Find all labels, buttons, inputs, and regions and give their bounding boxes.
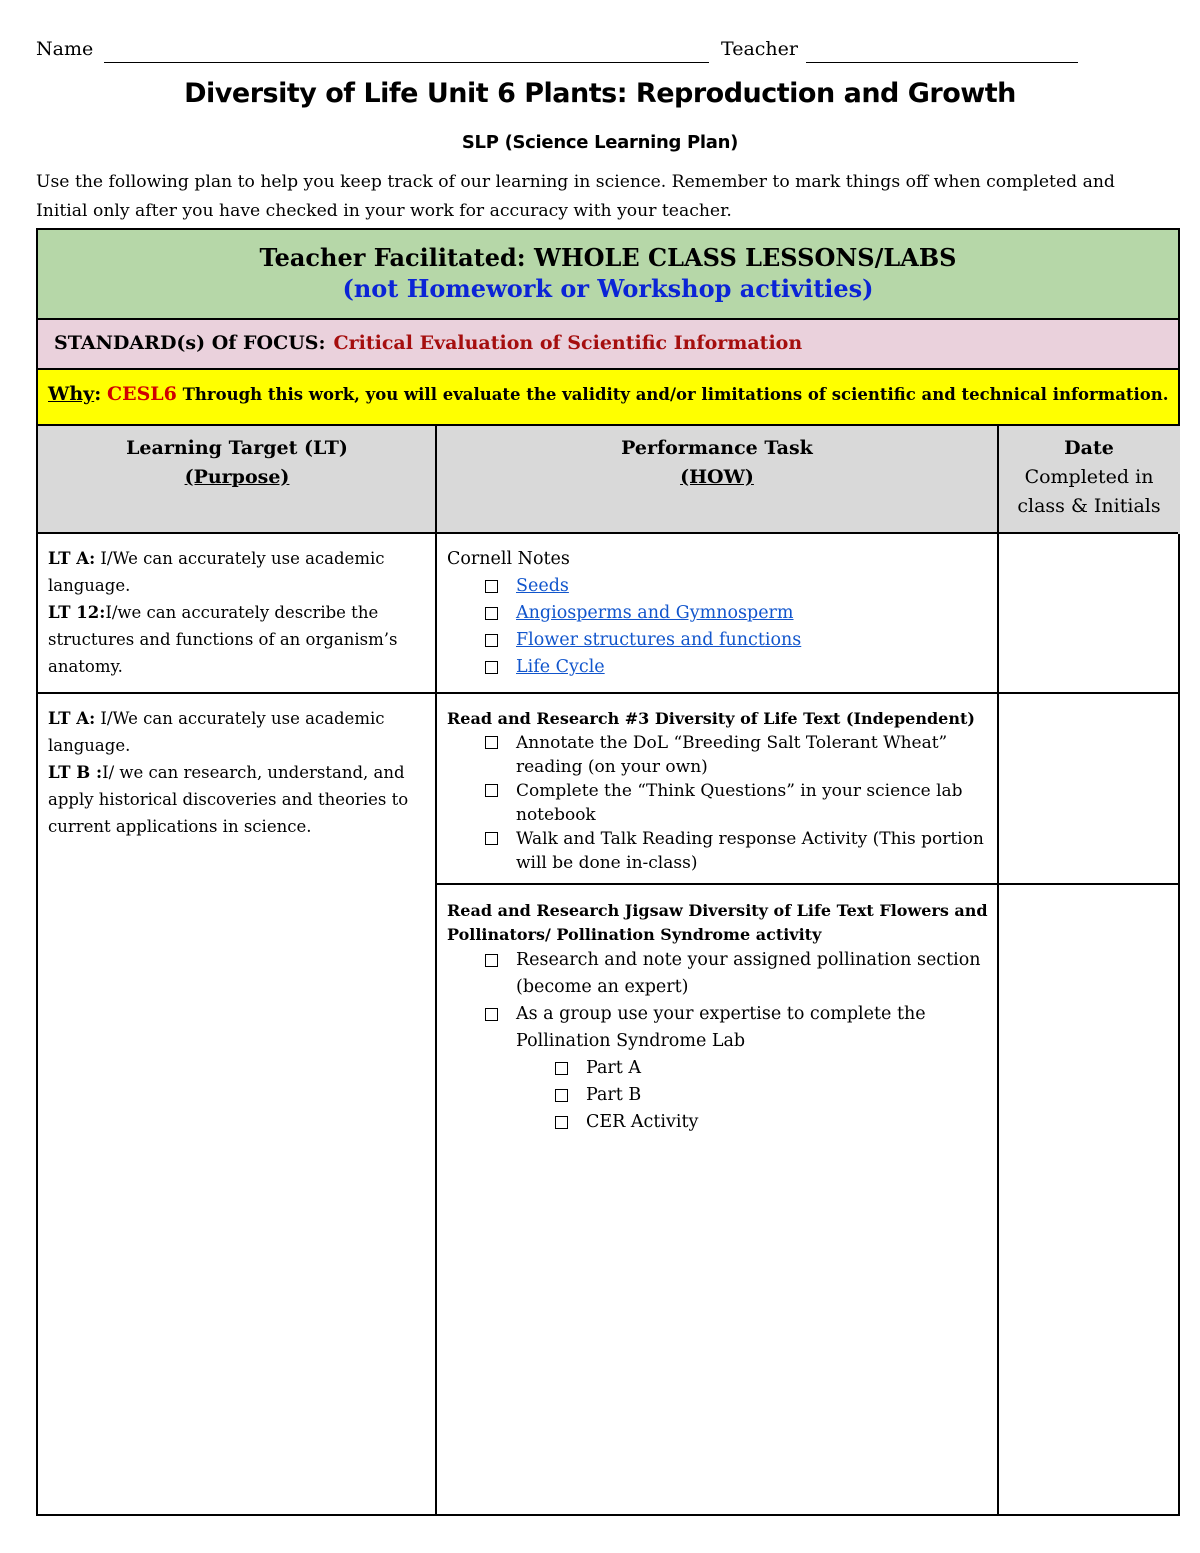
date-header-l3: class & Initials (1017, 495, 1161, 517)
banner-line2: (not Homework or Workshop activities) (342, 274, 874, 303)
standard-label: STANDARD(s) Of FOCUS: (54, 332, 326, 354)
list-item (485, 600, 989, 627)
banner-line1: Teacher Facilitated: WHOLE CLASS LESSONS/LABS (259, 243, 957, 272)
row1-lt2-text: I/we can accurately describe the structures and functions of an organism’s anatomy. (48, 603, 398, 676)
name-teacher-line (36, 38, 1081, 66)
date-header-l1: Date (1064, 437, 1114, 459)
date-header-l2: Completed in (1024, 466, 1154, 488)
task-item-text: Walk and Talk Reading response Activity (This portion will be done in-class) (516, 829, 984, 873)
checkbox[interactable] (555, 1089, 568, 1102)
checkbox[interactable] (485, 1008, 498, 1021)
checkbox[interactable] (485, 580, 498, 593)
page-subtitle: SLP (Science Learning Plan) (461, 132, 739, 153)
life-cycle-link[interactable]: Life Cycle (516, 657, 605, 677)
teacher-label: Teacher (721, 38, 798, 60)
why-row (38, 370, 1178, 426)
row2-task-jigsaw (437, 885, 997, 1136)
name-blank[interactable] (104, 62, 709, 63)
list-item (485, 627, 989, 654)
row1-lt2-label: LT 12: (48, 603, 106, 622)
task-item-text: Complete the “Think Questions” in your science lab notebook (516, 781, 963, 825)
header-learning-target (38, 426, 436, 534)
header-date (998, 426, 1180, 534)
row2-date-cell[interactable] (999, 694, 1180, 883)
row2-task2-heading: Read and Research Jigsaw Diversity of Life Text Flowers and Pollinators/ Pollination Syndrome activity (447, 901, 988, 944)
angiosperms-link[interactable]: Angiosperms and Gymnosperm (516, 603, 794, 623)
name-label: Name (36, 38, 94, 60)
task-subitem-text: CER Activity (586, 1112, 699, 1132)
list-item (555, 1082, 989, 1109)
row2-task1-heading: Read and Research #3 Diversity of Life Text (Independent) (447, 709, 975, 728)
task-subitem-text: Part A (586, 1058, 642, 1078)
task-item-text: Annotate the DoL “Breeding Salt Tolerant Wheat” reading (on your own) (516, 733, 948, 777)
row1-date-cell[interactable] (999, 534, 1180, 692)
list-item (485, 947, 989, 1001)
checkbox[interactable] (485, 634, 498, 647)
lt-header-sub: (Purpose) (184, 466, 290, 488)
checkbox[interactable] (485, 736, 498, 749)
seeds-link[interactable]: Seeds (516, 576, 569, 596)
list-item (485, 573, 989, 600)
row2-lt2-label: LT B : (48, 763, 103, 782)
learning-plan-table (36, 228, 1180, 1516)
checkbox[interactable] (485, 954, 498, 967)
list-item (485, 1001, 989, 1055)
header-performance-task (436, 426, 998, 534)
task-item-text: Research and note your assigned pollination section (become an expert) (516, 950, 981, 997)
list-item (555, 1055, 989, 1082)
why-text: Through this work, you will evaluate the validity and/or limitations of scientific and technical information. (182, 385, 1169, 404)
checkbox[interactable] (485, 784, 498, 797)
row1-task-heading: Cornell Notes (447, 549, 570, 569)
list-item (555, 1109, 989, 1136)
why-code: CESL6 (106, 383, 177, 405)
lt-header-title: Learning Target (LT) (126, 437, 348, 459)
banner (38, 230, 1178, 320)
row1-performance-task (437, 534, 997, 681)
row2-lt2-text: I/ we can research, understand, and apply historical discoveries and theories to current applications in science. (48, 763, 409, 836)
page-title: Diversity of Life Unit 6 Plants: Reproduction and Growth (184, 78, 1016, 109)
standard-value: Critical Evaluation of Scientific Information (333, 332, 803, 354)
row1-lt1-text: I/We can accurately use academic language. (48, 549, 385, 595)
checkbox[interactable] (555, 1062, 568, 1075)
row2-task-independent (437, 694, 997, 875)
why-label: Why (48, 383, 95, 405)
list-item (485, 827, 989, 875)
teacher-blank[interactable] (806, 62, 1078, 63)
row2-lt1-label: LT A: (48, 709, 96, 728)
list-item (485, 654, 989, 681)
flower-structures-link[interactable]: Flower structures and functions (516, 630, 802, 650)
row1-lt1-label: LT A: (48, 549, 96, 568)
checkbox[interactable] (485, 607, 498, 620)
standard-row (38, 320, 1178, 370)
intro-text: Use the following plan to help you keep track of our learning in science. Remember to mark things off when completed and Initial only after you have checked in your work for accuracy with your teacher. (36, 172, 1115, 221)
list-item (485, 731, 989, 779)
list-item (485, 779, 989, 827)
checkbox[interactable] (485, 832, 498, 845)
row2-learning-target (38, 694, 435, 840)
row2-lt1-text: I/We can accurately use academic language. (48, 709, 385, 755)
task-item-text: As a group use your expertise to complete the Pollination Syndrome Lab (516, 1004, 926, 1051)
row1-learning-target (38, 534, 435, 680)
task-header-sub: (HOW) (680, 466, 754, 488)
checkbox[interactable] (555, 1116, 568, 1129)
checkbox[interactable] (485, 661, 498, 674)
task-subitem-text: Part B (586, 1085, 642, 1105)
why-colon: : (94, 383, 102, 405)
row3-date-cell[interactable] (999, 885, 1180, 1514)
task-header-title: Performance Task (621, 437, 813, 459)
